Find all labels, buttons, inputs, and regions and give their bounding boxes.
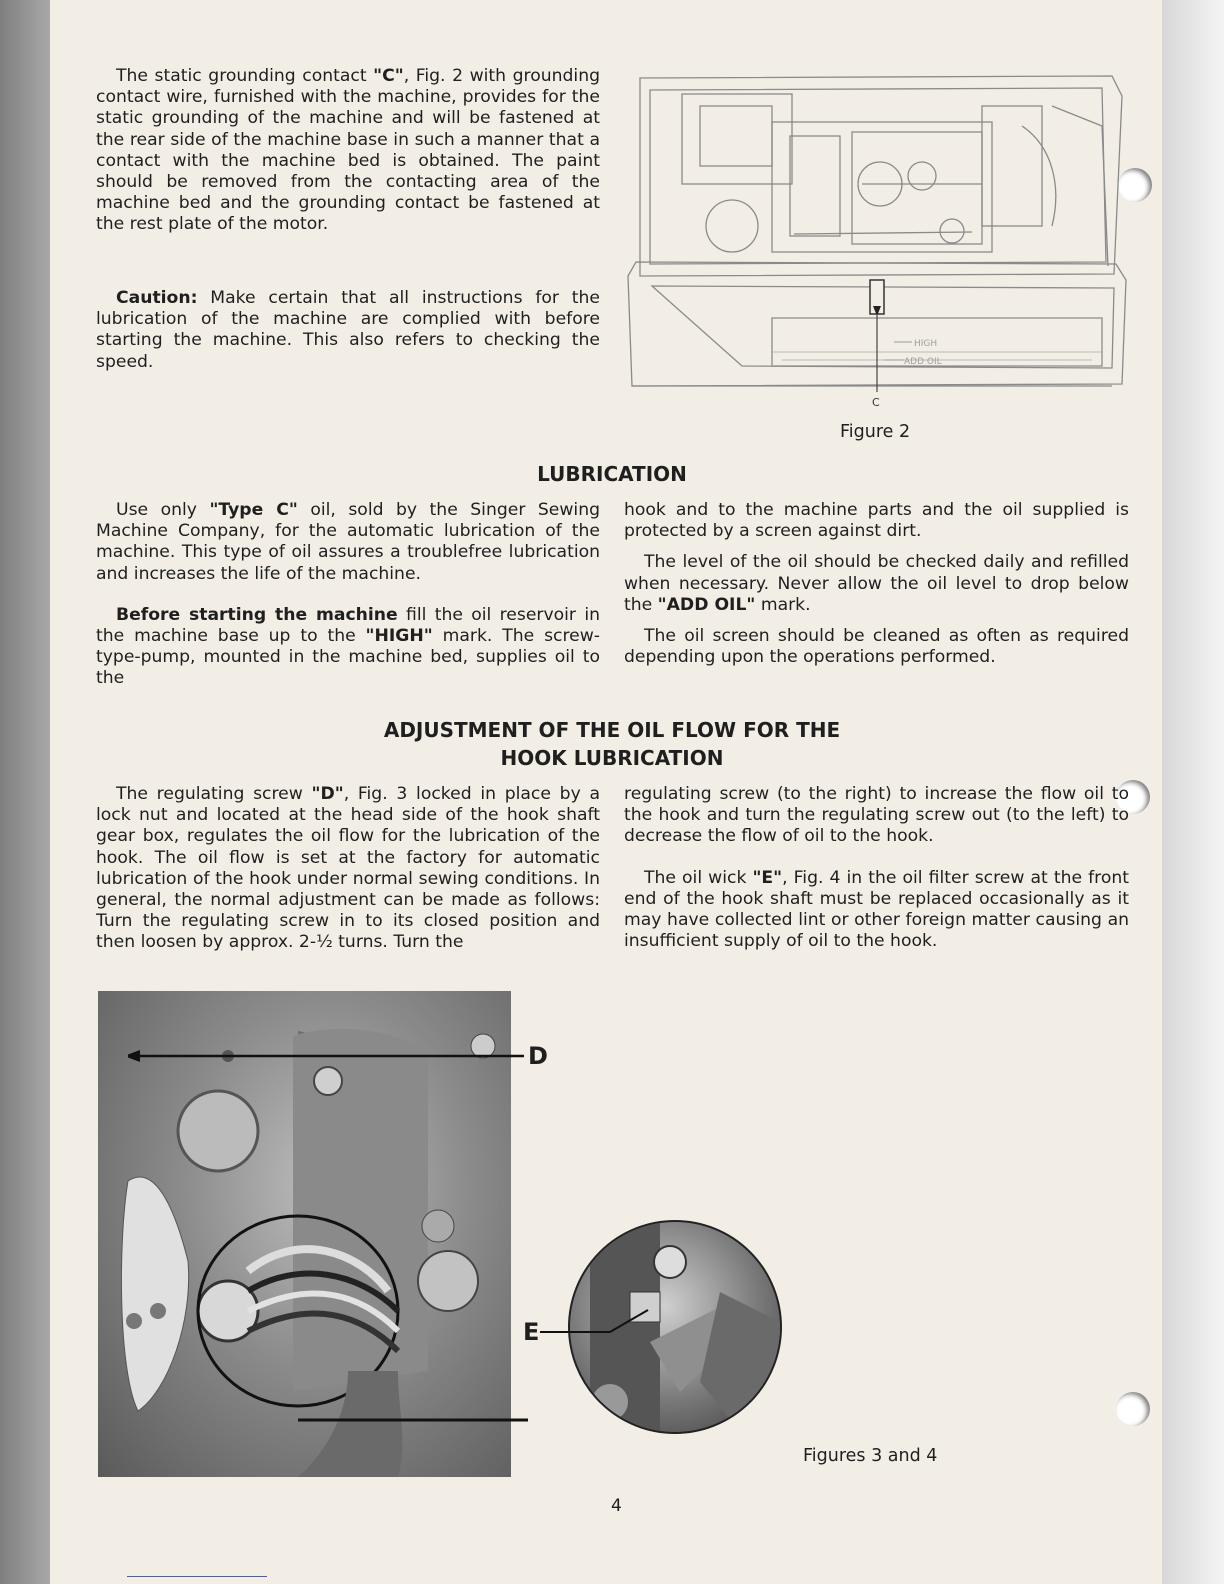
paragraph	[96, 66, 600, 236]
adjustment-p1-continued: regulating screw (to the right) to increase the flow oil to the hook and turn the regulating screw out (to the left) to decrease the flow of oil to the hook.	[624, 784, 1129, 847]
text-run: fill the oil reservoir in the machine base up to the	[96, 604, 600, 647]
text-run: The oil wick	[644, 867, 753, 888]
label-e: E	[523, 1318, 540, 1346]
text-run: The static grounding contact	[116, 66, 374, 86]
paragraph	[624, 552, 1129, 616]
paragraph	[96, 605, 600, 690]
contact-c-label: C	[872, 396, 880, 409]
caution-label: Caution:	[116, 288, 198, 308]
figures-3-4-caption: Figures 3 and 4	[803, 1446, 938, 1466]
page-number: 4	[611, 1496, 622, 1516]
bold-run: "E"	[752, 867, 783, 888]
bold-run: "C"	[373, 66, 404, 86]
text-run: The regulating screw	[116, 784, 312, 804]
figure-3-leader-lines	[128, 1040, 528, 1440]
paragraph	[624, 868, 1129, 953]
lubrication-left-column	[96, 500, 600, 690]
text-run: mark. The screw-type-pump, mounted in the machine bed, supplies oil to the	[96, 626, 600, 689]
label-d: D	[528, 1042, 548, 1070]
bold-run: "D"	[311, 784, 344, 804]
gauge-high-label: HIGH	[914, 339, 938, 349]
caution-text: Make certain that all instructions for the lubrication of the machine are complied with before starting the machine. This also refers to checking the speed.	[96, 288, 600, 372]
lubrication-right-column	[624, 500, 1129, 668]
text-run: mark.	[755, 594, 811, 615]
text-run: Use only	[116, 500, 210, 520]
caution-paragraph	[96, 288, 600, 373]
adjustment-heading	[300, 716, 924, 772]
paragraph	[96, 784, 600, 954]
bold-run: "Type C"	[209, 500, 298, 520]
figure-2-drawing	[622, 66, 1132, 412]
scan-artifact-line	[127, 1576, 267, 1577]
figure-4-leader-line	[540, 1290, 660, 1350]
adjustment-right-column	[624, 784, 1129, 952]
text-run: The oil screen should be cleaned as often as required depending upon the operations performed.	[624, 626, 1129, 668]
text-run: , Fig. 3 locked in place by a lock nut and located at the head side of the hook shaft gear box, regulates the oil flow for the lubrication of the hook. The oil flow is set at the factory for automatic lubrication of the hook under normal sewing conditions. In general, the normal adjustment can be made as follows: Turn the regulating screw in to its closed position and then loosen by approx. 2-½ turns. Turn the	[96, 784, 600, 953]
paragraph	[96, 500, 600, 585]
gauge-add-oil-label: ADD OIL	[904, 357, 942, 367]
paragraph	[624, 626, 1129, 668]
scan-left-edge	[0, 0, 50, 1584]
grounding-paragraph	[96, 66, 600, 236]
punch-hole	[1116, 1392, 1150, 1426]
adjustment-left-column	[96, 784, 600, 954]
lubrication-p2-continued: hook and to the machine parts and the oil supplied is protected by a screen against dirt.	[624, 500, 1129, 542]
bold-run: Before starting the machine	[116, 604, 398, 625]
text-run: , Fig. 2 with grounding contact wire, furnished with the machine, provides for the static grounding of the machine and will be fastened at the rear side of the machine base in such a manner that a contact with the machine bed is obtained. The paint should be removed from the contacting area of the machine bed and the grounding contact be fastened at the rest plate of the motor.	[96, 66, 601, 235]
bold-run: "HIGH"	[365, 626, 433, 647]
text-run: , Fig. 4 in the oil filter screw at the front end of the hook shaft must be replaced occasionally as it may have collected lint or other foreign matter causing an insufficient supply of oil to the hook.	[624, 867, 1129, 952]
adjustment-heading-line2: HOOK LUBRICATION	[500, 746, 724, 770]
scan-right-edge	[1162, 0, 1224, 1584]
text-run: oil, sold by the Singer Sewing Machine Company, for the automatic lubrication of the machine. This type of oil assures a troublefree lubrication and increases the life of the machine.	[96, 500, 600, 584]
bold-run: "ADD OIL"	[657, 594, 756, 615]
adjustment-heading-line1: ADJUSTMENT OF THE OIL FLOW FOR THE	[383, 718, 841, 742]
text-run: The level of the oil should be checked daily and refilled when necessary. Never allow the oil level to drop below the	[624, 552, 1129, 615]
lubrication-heading: LUBRICATION	[537, 462, 687, 486]
figure-2-caption: Figure 2	[840, 422, 911, 442]
